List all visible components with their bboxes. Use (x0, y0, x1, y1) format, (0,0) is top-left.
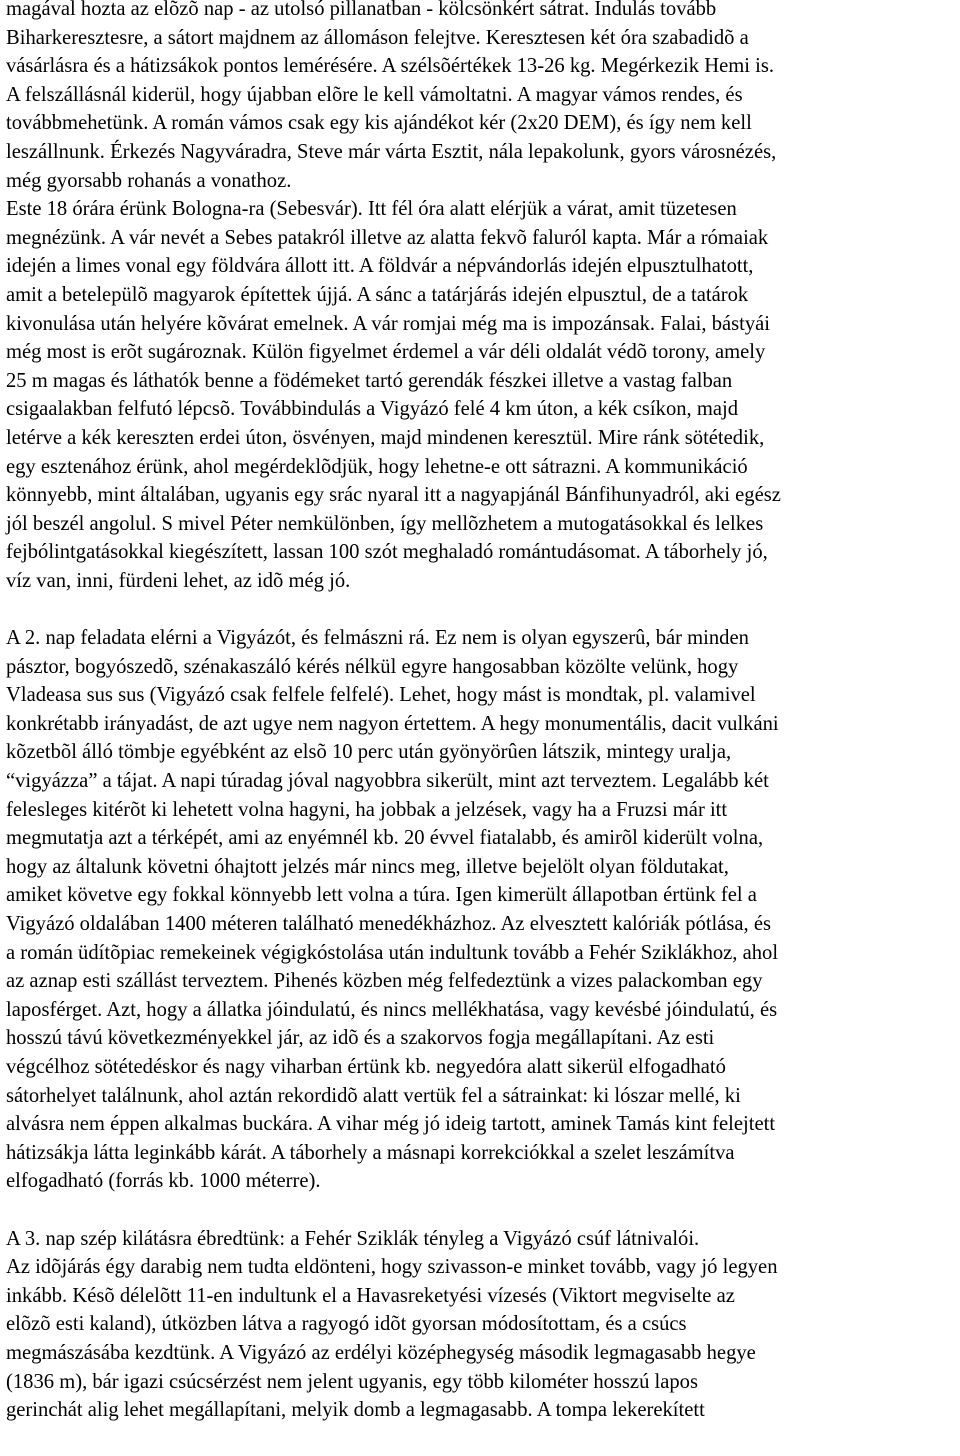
text-line: csigaalakban felfutó lépcsõ. Továbbindulás a Vigyázó felé 4 km úton, a kék csíkon, majd (6, 398, 739, 421)
text-line: magával hozta az elõzõ nap - az utolsó pillanatban - kölcsönkért sátrat. Indulás tovább (6, 0, 717, 20)
text-line: konkrétabb irányadást, de azt ugye nem nagyon értettem. A hegy monumentális, dacit vulkáni (6, 712, 779, 735)
text-line: inkább. Késõ délelõtt 11-en indultunk el a Havasreketyési vízesés (Viktort megviselte az (6, 1284, 735, 1307)
text-line: pásztor, bogyószedõ, szénakaszáló kérés nélkül egyre hangosabban közölte velünk, hogy (6, 655, 739, 678)
text-line: sátorhelyet találnunk, ahol aztán rekordidõ alatt vertük fel a sátrainkat: ki lószar mellé, ki (6, 1084, 741, 1107)
text-line: Biharkeresztesre, a sátort majdnem az állomáson felejtve. Keresztesen két óra szabadidõ a (6, 26, 749, 49)
text-line: még gyorsabb rohanás a vonathoz. (6, 169, 292, 192)
text-line: Este 18 órára érünk Bologna-ra (Sebesvár). Itt fél óra alatt elérjük a várat, amit tüzetesen (6, 198, 737, 221)
paragraph-spacer (6, 1196, 954, 1225)
paragraph-spacer (6, 595, 954, 624)
text-line: továbbmehetünk. A román vámos csak egy kis ajándékot kér (2x20 DEM), és így nem kell (6, 112, 752, 135)
text-line: A 3. nap szép kilátásra ébredtünk: a Fehér Sziklák tényleg a Vigyázó csúf látnivalói. (6, 1227, 700, 1250)
text-line: 25 m magas és láthatók benne a födémeket tartó gerendák fészkei illetve a vastag falban (6, 369, 733, 392)
paragraph-3 (6, 1225, 954, 1425)
text-line: hogy az általunk követni óhajtott jelzés már nincs meg, illetve bejelölt olyan földutakat, (6, 855, 729, 878)
text-line: a román üdítõpiac remekeinek végigkóstolása után indultunk tovább a Fehér Sziklákhoz, ahol (6, 941, 779, 964)
text-line: amiket követve egy fokkal könnyebb lett volna a túra. Igen kimerült állapotban értünk fel a (6, 884, 757, 907)
text-line: alvásra nem éppen alkalmas buckára. A vihar még jó ideig tartott, aminek Tamás kint felejtett (6, 1113, 776, 1136)
text-line: “vigyázza” a tájat. A napi túradag jóval nagyobbra sikerült, mint azt terveztem. Legalább két (6, 770, 769, 793)
text-line: A 2. nap feladata elérni a Vigyázót, és felmászni rá. Ez nem is olyan egyszerû, bár minden (6, 627, 749, 650)
text-line: (1836 m), bár igazi csúcsérzést nem jelent ugyanis, egy több kilométer hosszú lapos (6, 1370, 698, 1393)
text-line: Vigyázó oldalában 1400 méteren található menedékházhoz. Az elvesztett kalóriák pótlása, és (6, 913, 772, 935)
text-line: hátizsákja látta leginkább kárát. A táborhely a másnapi korrekciókkal a szelet leszámítva (6, 1141, 735, 1164)
text-line: laposférget. Azt, hogy a állatka jóindulatú, és nincs mellékhatása, vagy kevésbé jóindulatú, és (6, 998, 778, 1021)
text-line: leszállnunk. Érkezés Nagyváradra, Steve már várta Esztit, nála lepakolunk, gyors városnézés, (6, 140, 777, 163)
text-line: Vladeasa sus sus (Vigyázó csak felfele felfelé). Lehet, hogy mást is mondtak, pl. valamivel (6, 684, 756, 707)
text-line: vásárlásra és a hátizsákok pontos lemérésére. A szélsõértékek 13-26 kg. Megérkezik Hemi is. (6, 55, 775, 78)
text-line: megmutatja azt a térképét, ami az enyémnél kb. 20 évvel fiatalabb, és amirõl kiderült volna, (6, 827, 764, 850)
paragraph-1 (6, 0, 954, 595)
text-line: az aznap esti szállást terveztem. Pihenés közben még felfedeztünk a vizes palackomban egy (6, 970, 763, 993)
document-page (6, 0, 954, 1425)
text-line: végcélhoz sötétedéskor és nagy viharban értünk kb. negyedóra alatt sikerül elfogadható (6, 1055, 726, 1078)
text-line: kivonulása után helyére kõvárat emelnek. A vár romjai még ma is impozánsak. Falai, bástyái (6, 312, 771, 335)
text-line: még most is erõt sugároznak. Külön figyelmet érdemel a vár déli oldalát védõ torony, amely (6, 341, 766, 364)
text-line: Az idõjárás égy darabig nem tudta eldönteni, hogy szivasson-e minket tovább, vagy jó legyen (6, 1256, 778, 1279)
text-line: kõzetbõl álló tömbje egyébként az elsõ 10 perc után gyönyörûen látszik, mintegy uralja, (6, 741, 732, 764)
text-line: elõzõ esti kaland), útközben látva a ragyogó idõt gyorsan módosítottam, és a csúcs (6, 1313, 687, 1336)
text-line: könnyebb, mint általában, ugyanis egy srác nyaral itt a nagyapjánál Bánfihunyadról, aki egész (6, 484, 781, 507)
text-line: megmászásába kezdtünk. A Vigyázó az erdélyi középhegység második legmagasabb hegye (6, 1341, 756, 1364)
text-line: A felszállásnál kiderül, hogy újabban elõre le kell vámoltatni. A magyar vámos rendes, és (6, 83, 743, 106)
text-line: jól beszél angolul. S mivel Péter nemkülönben, így mellõzhetem a mutogatásokkal és lelkes (6, 512, 764, 535)
paragraph-2 (6, 624, 954, 1196)
text-line: hosszú távú következményekkel jár, az idõ és a szakorvos fogja megállapítani. Az esti (6, 1027, 715, 1050)
text-line: idején a limes vonal egy földvára állott itt. A földvár a népvándorlás idején elpusztulhatott, (6, 255, 754, 278)
text-line: fejbólintgatásokkal kiegészített, lassan 100 szót meghaladó romántudásomat. A táborhely jó, (6, 541, 768, 564)
text-line: amit a betelepülõ magyarok építettek újjá. A sánc a tatárjárás idején elpusztul, de a tatárok (6, 283, 749, 306)
text-line: felesleges kitérõt ki lehetett volna hagyni, ha jobbak a jelzések, vagy ha a Fruzsi már itt (6, 798, 728, 821)
text-line: gerinchát alig lehet megállapítani, melyik domb a legmagasabb. A tompa lekerekített (6, 1399, 705, 1422)
text-line: egy esztenához érünk, ahol megérdeklõdjük, hogy lehetne-e ott sátrazni. A kommunikáció (6, 455, 748, 478)
text-line: megnézünk. A vár nevét a Sebes patakról illetve az alatta fekvõ faluról kapta. Már a rómaiak (6, 226, 769, 249)
text-line: víz van, inni, fürdeni lehet, az idõ még jó. (6, 569, 351, 592)
text-line: elfogadható (forrás kb. 1000 méterre). (6, 1170, 321, 1193)
text-line: letérve a kék kereszten erdei úton, ösvényen, majd mindenen keresztül. Mire ránk sötétedik, (6, 426, 765, 449)
